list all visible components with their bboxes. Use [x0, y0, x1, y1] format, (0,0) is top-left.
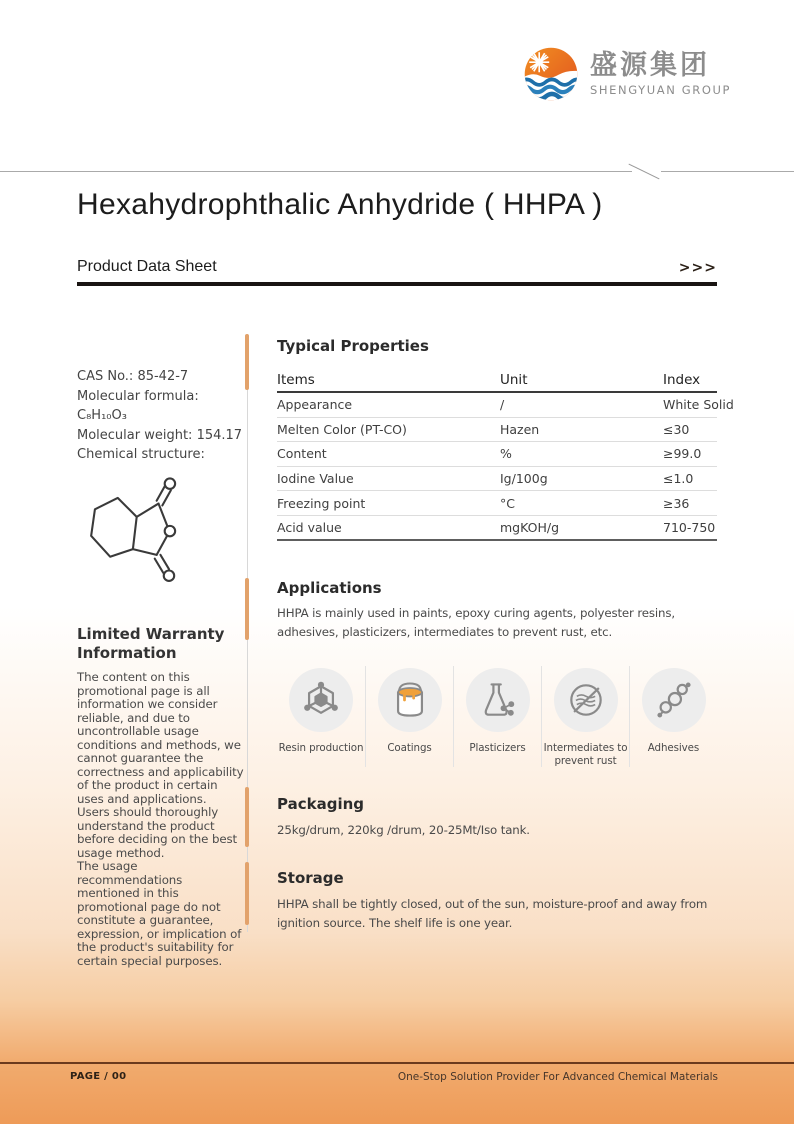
accent-bar-storage: [245, 862, 249, 925]
logo-chinese-name: 盛源集团: [590, 50, 710, 81]
top-rule-slash: [629, 164, 660, 180]
warranty-paragraph: Users should thoroughly understand the product before deciding on the best usage method.: [77, 805, 238, 860]
applications-heading: Applications: [277, 579, 382, 597]
shengyuan-globe-icon: [522, 45, 580, 103]
application-label: Intermediates to prevent rust: [543, 742, 628, 767]
warranty-paragraph: The usage recommendations mentioned in this promotional page do not constitute a guarantee, expression, or implication of the product's suitability for certain special purposes.: [77, 859, 242, 968]
page-title: Hexahydrophthalic Anhydride ( HHPA ): [77, 188, 603, 221]
table-row: [277, 491, 717, 516]
warranty-heading: Limited Warranty Information: [77, 625, 225, 662]
subtitle: Product Data Sheet: [77, 258, 217, 275]
item-cell: Content: [277, 446, 327, 462]
table-row: [277, 418, 717, 443]
index-cell: ≥99.0: [663, 446, 702, 462]
storage-text: HHPA shall be tightly closed, out of the sun, moisture-proof and away from ignition source. The shelf life is one year.: [277, 897, 708, 930]
rust-prevention-icon: [564, 678, 608, 722]
footer-rule: [0, 1062, 794, 1064]
top-rule-right: [661, 171, 794, 172]
coatings-icon: [388, 678, 432, 722]
company-logo: [522, 45, 731, 103]
title-underline: [77, 282, 717, 286]
application-label: Resin production: [278, 742, 364, 754]
unit-cell: %: [500, 446, 512, 462]
warranty-paragraph: The content on this promotional page is all information we consider reliable, and due to uncontrollable usage conditions and methods, we cannot guarantee the correctness and applicability of the product in certain uses and applications.: [77, 670, 244, 806]
properties-table: [277, 368, 734, 541]
application-label: Coatings: [387, 742, 432, 754]
logo-text: [590, 51, 731, 97]
chemical-structure-diagram: [77, 477, 185, 589]
typical-properties-heading: Typical Properties: [277, 337, 429, 355]
index-cell: White Solid: [663, 397, 734, 413]
molecular-weight: Molecular weight: 154.17: [77, 427, 243, 443]
application-item: [629, 666, 717, 767]
table-row: [277, 467, 717, 492]
packaging-heading: Packaging: [277, 795, 364, 813]
item-cell: Iodine Value: [277, 471, 354, 487]
packaging-text: 25kg/drum, 220kg /drum, 20-25Mt/Iso tank.: [277, 823, 530, 837]
molecular-formula: Molecular formula: C₈H₁₀O₃: [77, 388, 199, 423]
table-row: [277, 442, 717, 467]
application-label: Plasticizers: [469, 742, 526, 754]
chevrons-decoration: >>>: [678, 260, 717, 276]
page-number: PAGE / 00: [70, 1071, 127, 1082]
top-rule-left: [0, 171, 632, 172]
application-item: [453, 666, 541, 767]
chemical-structure-label: Chemical structure:: [77, 447, 205, 462]
table-row: [277, 516, 717, 541]
application-label: Adhesives: [647, 742, 700, 754]
footer: [70, 1071, 718, 1083]
plasticizers-icon: [476, 678, 520, 722]
item-cell: Acid value: [277, 519, 342, 535]
accent-bar-packaging: [245, 787, 249, 847]
logo-english-name: SHENGYUAN GROUP: [590, 83, 732, 97]
applications-text: HHPA is mainly used in paints, epoxy curing agents, polyester resins, adhesives, plasticizers, intermediates to prevent rust, etc.: [277, 606, 675, 639]
index-cell: 710-750: [663, 519, 716, 535]
cas-number: CAS No.: 85-42-7: [77, 369, 189, 384]
col-index: Index: [663, 371, 701, 388]
unit-cell: Ig/100g: [500, 471, 548, 487]
footer-tagline: One-Stop Solution Provider For Advanced Chemical Materials: [397, 1071, 718, 1083]
index-cell: ≤30: [663, 421, 690, 437]
resin-production-icon: [299, 678, 343, 722]
table-row: [277, 393, 734, 418]
limited-warranty-block: [77, 625, 244, 968]
product-identity-block: [77, 367, 245, 595]
item-cell: Freezing point: [277, 495, 366, 511]
col-items: Items: [277, 371, 315, 388]
item-cell: Melten Color (PT-CO): [277, 421, 407, 437]
accent-bar-properties: [245, 334, 249, 390]
table-header-row: [277, 368, 717, 393]
item-cell: Appearance: [277, 397, 353, 413]
storage-heading: Storage: [277, 869, 344, 887]
index-cell: ≥36: [663, 495, 690, 511]
accent-bar-applications: [245, 578, 249, 640]
application-icons-row: [277, 666, 717, 767]
unit-cell: °C: [500, 495, 515, 511]
application-item: [365, 666, 453, 767]
adhesives-icon: [652, 678, 696, 722]
application-item: [541, 666, 629, 767]
col-unit: Unit: [500, 371, 528, 388]
unit-cell: mgKOH/g: [500, 519, 560, 535]
index-cell: ≤1.0: [663, 471, 694, 487]
unit-cell: /: [500, 397, 505, 413]
unit-cell: Hazen: [500, 421, 540, 437]
application-item: [277, 666, 365, 767]
